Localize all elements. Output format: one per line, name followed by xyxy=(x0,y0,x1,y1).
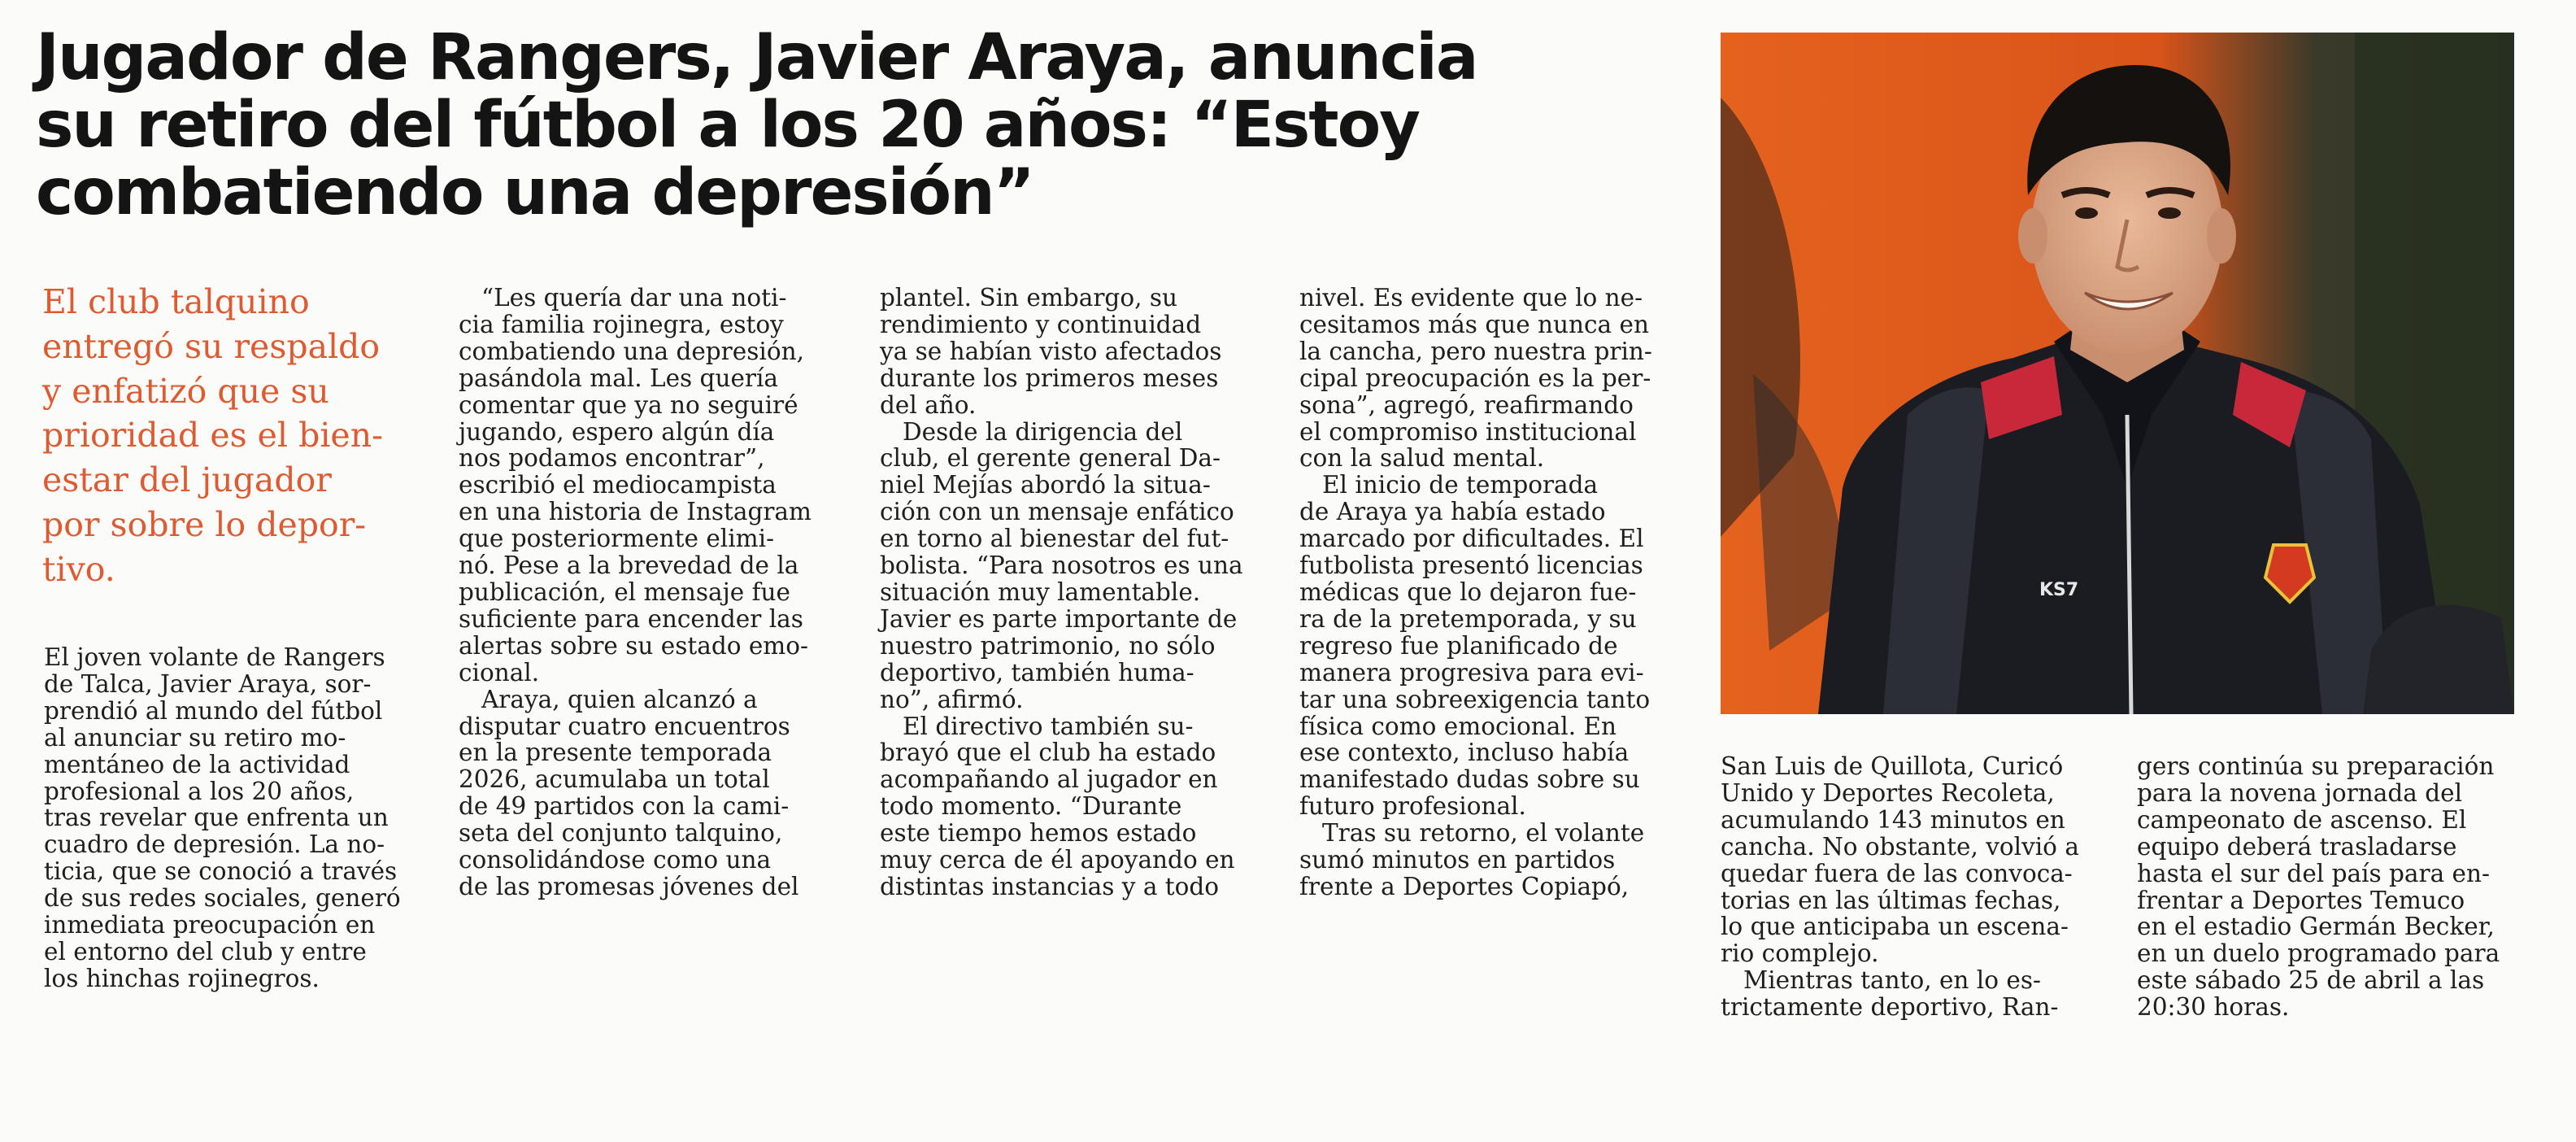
headline-line: su retiro del fútbol a los 20 años: “Estoy xyxy=(36,89,1420,162)
body-line: cia familia rojinegra, estoy xyxy=(459,310,784,338)
body-line: Araya, quien alcanzó a xyxy=(481,685,758,713)
body-line: sumó minutos en partidos xyxy=(1299,846,1616,874)
body-line: regreso fue planificado de xyxy=(1299,631,1618,660)
body-line: tar una sobreexigencia tanto xyxy=(1299,685,1651,713)
body-line: tras revelar que enfrenta un xyxy=(44,804,389,832)
body-line: rio complejo. xyxy=(1721,939,1879,968)
article-column-5 xyxy=(1721,753,2079,1021)
body-line: equipo deberá trasladarse xyxy=(2137,832,2457,861)
body-line: cancha. No obstante, volvió a xyxy=(1721,832,2079,861)
body-line: disputar cuatro encuentros xyxy=(459,712,790,740)
body-line: gers continúa su preparación xyxy=(2137,752,2495,780)
body-line: cesitamos más que nunca en xyxy=(1299,310,1649,338)
body-line: en la presente temporada xyxy=(459,739,772,767)
body-line: en el estadio Germán Becker, xyxy=(2137,913,2495,941)
article-column-6 xyxy=(2137,753,2500,1021)
body-line: ticia, que se conoció a través xyxy=(44,857,398,886)
body-line: el entorno del club y entre xyxy=(44,937,367,965)
body-line: Mientras tanto, en lo es- xyxy=(1743,966,2041,995)
body-line: futbolista presentó licencias xyxy=(1299,551,1643,580)
body-line: nuestro patrimonio, no sólo xyxy=(880,631,1216,660)
body-line: con la salud mental. xyxy=(1299,444,1545,473)
body-line: ya se habían visto afectados xyxy=(880,337,1222,365)
body-line: frentar a Deportes Temuco xyxy=(2137,886,2465,914)
body-line: de Talca, Javier Araya, sor- xyxy=(44,669,372,698)
body-line: hasta el sur del país para en- xyxy=(2137,859,2490,887)
body-line: brayó que el club ha estado xyxy=(880,739,1216,767)
body-line: manera progresiva para evi- xyxy=(1299,658,1644,687)
body-line: durante los primeros meses xyxy=(880,364,1219,392)
body-line: plantel. Sin embargo, su xyxy=(880,284,1177,312)
body-line: en un duelo programado para xyxy=(2137,939,2500,968)
body-line: El directivo también su- xyxy=(903,712,1194,740)
body-line: seta del conjunto talquino, xyxy=(459,819,783,848)
body-line: los hinchas rojinegros. xyxy=(44,964,320,992)
body-line: lo que anticipaba un escena- xyxy=(1721,913,2069,941)
body-line: Javier es parte importante de xyxy=(880,604,1238,633)
body-line: inmediata preocupación en xyxy=(44,911,376,939)
body-line: en torno al bienestar del fut- xyxy=(880,525,1229,553)
body-line: frente a Deportes Copiapó, xyxy=(1299,872,1630,900)
body-line: deportivo, también huma- xyxy=(880,658,1194,687)
player-photo xyxy=(1721,33,2514,714)
body-line: ción con un mensaje enfático xyxy=(880,498,1234,526)
body-line: en una historia de Instagram xyxy=(459,498,812,526)
article-column-2 xyxy=(459,285,812,900)
body-line: jugando, espero algún día xyxy=(459,417,775,446)
article-column-3 xyxy=(880,285,1243,900)
body-line: “Les quería dar una noti- xyxy=(481,284,787,312)
lead-summary xyxy=(42,280,416,592)
body-line: torias en las últimas fechas, xyxy=(1721,886,2061,914)
body-line: acompañando al jugador en xyxy=(880,765,1218,794)
jacket-brand: KS7 xyxy=(2039,580,2079,600)
body-line: mentáneo de la actividad xyxy=(44,750,350,778)
body-line: el compromiso institucional xyxy=(1299,417,1637,446)
lead-line: por sobre lo depor- xyxy=(42,504,367,544)
player-portrait-icon xyxy=(1721,33,2514,714)
body-line: niel Mejías abordó la situa- xyxy=(880,471,1211,499)
lead-line: tivo. xyxy=(42,549,115,589)
body-line: no”, afirmó. xyxy=(880,685,1024,713)
body-line: marcado por dificultades. El xyxy=(1299,525,1644,553)
body-line: El joven volante de Rangers xyxy=(44,643,385,671)
body-line: de 49 partidos con la cami- xyxy=(459,792,790,821)
body-line: de las promesas jóvenes del xyxy=(459,872,799,900)
body-line: ese contexto, incluso había xyxy=(1299,739,1630,767)
body-line: este tiempo hemos estado xyxy=(880,819,1197,848)
body-line: física como emocional. En xyxy=(1299,712,1617,740)
body-line: nos podamos encontrar”, xyxy=(459,444,765,473)
body-line: combatiendo una depresión, xyxy=(459,337,804,365)
body-line: trictamente deportivo, Ran- xyxy=(1721,993,2059,1022)
body-line: rendimiento y continuidad xyxy=(880,310,1202,338)
body-line: todo momento. “Durante xyxy=(880,792,1182,821)
body-line: quedar fuera de las convoca- xyxy=(1721,859,2073,887)
body-line: acumulando 143 minutos en xyxy=(1721,805,2065,834)
headline-line: combatiendo una depresión” xyxy=(36,156,1033,229)
body-line: consolidándose como una xyxy=(459,846,772,874)
body-line: publicación, el mensaje fue xyxy=(459,578,791,606)
body-line: sona”, agregó, reafirmando xyxy=(1299,390,1634,419)
article-column-4 xyxy=(1299,285,1652,900)
body-line: cional. xyxy=(459,658,540,687)
body-line: Unido y Deportes Recoleta, xyxy=(1721,778,2055,807)
body-line: futuro profesional. xyxy=(1299,792,1526,821)
body-line: que posteriormente elimi- xyxy=(459,525,775,553)
body-line: club, el gerente general Da- xyxy=(880,444,1221,473)
headline xyxy=(36,21,1662,229)
body-line: escribió el mediocampista xyxy=(459,471,777,499)
body-line: Desde la dirigencia del xyxy=(903,417,1183,446)
body-line: bolista. “Para nosotros es una xyxy=(880,551,1243,580)
body-line: San Luis de Quillota, Curicó xyxy=(1721,752,2064,780)
lead-line: y enfatizó que su xyxy=(42,371,329,411)
body-line: muy cerca de él apoyando en xyxy=(880,846,1235,874)
body-line: para la novena jornada del xyxy=(2137,778,2463,807)
body-line: de sus redes sociales, generó xyxy=(44,884,401,913)
body-line: El inicio de temporada xyxy=(1322,471,1599,499)
body-line: nó. Pese a la brevedad de la xyxy=(459,551,799,580)
article-column-1 xyxy=(44,644,401,992)
body-line: comentar que ya no seguiré xyxy=(459,390,798,419)
body-line: cipal preocupación es la per- xyxy=(1299,364,1651,392)
body-line: la cancha, pero nuestra prin- xyxy=(1299,337,1652,365)
body-line: campeonato de ascenso. El xyxy=(2137,805,2467,834)
body-line: distintas instancias y a todo xyxy=(880,872,1220,900)
body-line: situación muy lamentable. xyxy=(880,578,1201,606)
headline-line: Jugador de Rangers, Javier Araya, anuncia xyxy=(36,21,1477,94)
body-line: al anunciar su retiro mo- xyxy=(44,723,346,752)
body-line: cuadro de depresión. La no- xyxy=(44,830,385,859)
body-line: suficiente para encender las xyxy=(459,604,803,633)
body-line: del año. xyxy=(880,390,977,419)
lead-line: prioridad es el bien- xyxy=(42,416,383,455)
body-line: Tras su retorno, el volante xyxy=(1322,819,1645,848)
body-line: 20:30 horas. xyxy=(2137,993,2290,1022)
body-line: ra de la pretemporada, y su xyxy=(1299,604,1637,633)
lead-line: El club talquino xyxy=(42,282,310,321)
body-line: médicas que lo dejaron fue- xyxy=(1299,578,1637,606)
body-line: pasándola mal. Les quería xyxy=(459,364,779,392)
body-line: este sábado 25 de abril a las xyxy=(2137,966,2485,995)
body-line: 2026, acumulaba un total xyxy=(459,765,770,794)
body-line: de Araya ya había estado xyxy=(1299,498,1606,526)
lead-line: estar del jugador xyxy=(42,460,332,500)
body-line: prendió al mundo del fútbol xyxy=(44,696,383,725)
lead-line: entregó su respaldo xyxy=(42,326,381,366)
body-line: nivel. Es evidente que lo ne- xyxy=(1299,284,1643,312)
body-line: manifestado dudas sobre su xyxy=(1299,765,1640,794)
body-line: profesional a los 20 años, xyxy=(44,777,355,805)
body-line: alertas sobre su estado emo- xyxy=(459,631,808,660)
